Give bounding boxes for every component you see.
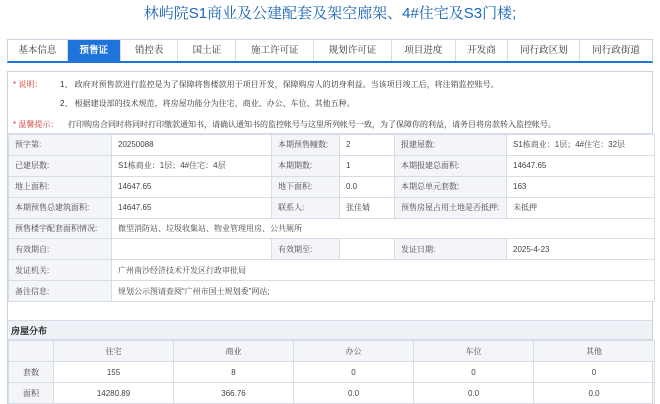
header-cell-office: 办公 xyxy=(294,341,414,362)
table-cell: 0.0 xyxy=(294,383,414,404)
reported-area-value: 14647.65 xyxy=(507,155,655,176)
tab-presale-permit[interactable]: 预售证 xyxy=(68,40,121,61)
issuing-authority-value: 广州南沙经济技术开发区行政审批局 xyxy=(112,260,655,281)
issue-date-value: 2025-4-23 xyxy=(507,239,655,260)
distribution-header-row xyxy=(9,341,655,362)
explain-item-2: 2、 根据建设部的技术规范，将房屋功能分为住宅、商业、办公、车位、其他五种。 xyxy=(60,99,355,108)
info-row xyxy=(9,260,655,281)
info-row xyxy=(9,281,655,302)
table-cell: 8 xyxy=(174,362,294,383)
header-cell-empty xyxy=(9,341,54,362)
info-row xyxy=(9,135,655,156)
tab-planning-permit[interactable]: 规划许可证 xyxy=(314,40,392,61)
reported-area-label: 本期报建总面积: xyxy=(395,155,507,176)
land-mortgage-value: 未抵押 xyxy=(507,197,655,218)
valid-from-label: 有效期自: xyxy=(9,239,112,260)
row-label-units: 套数 xyxy=(9,362,54,383)
presale-buildings-label: 本期预售幢数: xyxy=(272,135,340,156)
distribution-table xyxy=(8,340,655,404)
underground-area-label: 地下面积: xyxy=(272,176,340,197)
info-row xyxy=(9,176,655,197)
above-ground-area-value: 14647.65 xyxy=(112,176,272,197)
tab-basic-info[interactable]: 基本信息 xyxy=(8,40,68,61)
underground-area-value: 0.0 xyxy=(340,176,395,197)
supporting-area-label: 预售楼宇配套面积情况: xyxy=(9,218,112,239)
built-floors-label: 已建层数: xyxy=(9,155,112,176)
info-row xyxy=(9,218,655,239)
header-cell-parking: 车位 xyxy=(414,341,534,362)
total-units-value: 163 xyxy=(507,176,655,197)
tab-same-street[interactable]: 同行政街道 xyxy=(592,45,640,56)
header-cell-other: 其他 xyxy=(534,341,655,362)
presale-area-value: 14647.65 xyxy=(112,197,272,218)
phase-value: 1 xyxy=(340,155,395,176)
header-cell-residential: 住宅 xyxy=(54,341,174,362)
total-units-label: 本期总单元套数: xyxy=(395,176,507,197)
presale-buildings-value: 2 xyxy=(340,135,395,156)
info-row xyxy=(9,197,655,218)
row-label-area: 面积 xyxy=(9,383,54,404)
above-ground-area-label: 地上面积: xyxy=(9,176,112,197)
presale-permit-panel xyxy=(7,71,653,404)
table-cell: 155 xyxy=(54,362,174,383)
remarks-value: 规划公示图请查阅“广州市国土规划委”网站; xyxy=(112,281,655,302)
contact-label: 联系人: xyxy=(272,197,340,218)
issue-date-label: 发证日期: xyxy=(395,239,507,260)
tab-project-progress[interactable]: 项目进度 xyxy=(392,40,456,61)
tab-bar xyxy=(7,39,653,63)
supporting-area-value: 微型消防站、垃圾收集站、物业管理用房、公共厕所 xyxy=(112,218,655,239)
reported-floors-label: 报建屋数: xyxy=(395,135,507,156)
info-row xyxy=(9,239,655,260)
table-row xyxy=(9,362,655,383)
table-cell: 14280.89 xyxy=(54,383,174,404)
page-title: 林屿院S1商业及公建配套及架空廊架、4#住宅及S3门楼; xyxy=(143,5,517,22)
valid-to-label: 有效期至: xyxy=(272,239,340,260)
info-row xyxy=(9,155,655,176)
tab-construction-permit[interactable]: 施工许可证 xyxy=(236,40,314,61)
table-cell: 0 xyxy=(294,362,414,383)
header-cell-commercial: 商业 xyxy=(174,341,294,362)
permit-number-label: 预字第: xyxy=(9,135,112,156)
distribution-title: 房屋分布 xyxy=(8,320,652,340)
tab-developer[interactable]: 开发商 xyxy=(456,40,509,61)
land-mortgage-label: 预售房屋占用土地是否抵押: xyxy=(395,197,507,218)
table-cell: 0.0 xyxy=(534,383,655,404)
notes-section xyxy=(8,72,652,134)
phase-label: 本期期数: xyxy=(272,155,340,176)
table-cell: 0 xyxy=(534,362,655,383)
table-cell: 0.0 xyxy=(414,383,534,404)
contact-value: 张佳婧 xyxy=(340,197,395,218)
reported-floors-value: S1栋商业：1层；4#住宅：32层 xyxy=(507,135,655,156)
presale-area-label: 本期预售总建筑面积: xyxy=(9,197,112,218)
tab-same-district[interactable]: 同行政区划 xyxy=(508,40,580,61)
warm-tip-text: 打印购房合同时将同时打印缴款通知书，请确认通知书的监控帐号与这里所列帐号一致，为了保障你的利益，请务目将房款转入监控帐号。 xyxy=(68,120,556,129)
table-cell: 366.76 xyxy=(174,383,294,404)
warm-tip-label: * 温馨提示： xyxy=(13,120,59,129)
tab-sales-control[interactable]: 销控表 xyxy=(121,40,179,61)
table-row xyxy=(9,383,655,404)
valid-to-value xyxy=(340,239,395,260)
remarks-label: 备注信息: xyxy=(9,281,112,302)
built-floors-value: S1栋商业：1层；4#住宅：4层 xyxy=(112,155,272,176)
permit-number-value: 20250088 xyxy=(112,135,272,156)
explain-label: * 说明： xyxy=(13,80,43,89)
issuing-authority-label: 发证机关: xyxy=(9,260,112,281)
valid-from-value xyxy=(112,239,272,260)
tab-land-certificate[interactable]: 国土证 xyxy=(178,40,236,61)
permit-info-table xyxy=(8,134,655,302)
explain-item-1: 1、 政府对预售款进行监控是为了保障将售楼款用于项目开发，保障购房人的切身利益。当该项目竣工后，将注销监控账号。 xyxy=(60,80,499,89)
table-cell: 0 xyxy=(414,362,534,383)
